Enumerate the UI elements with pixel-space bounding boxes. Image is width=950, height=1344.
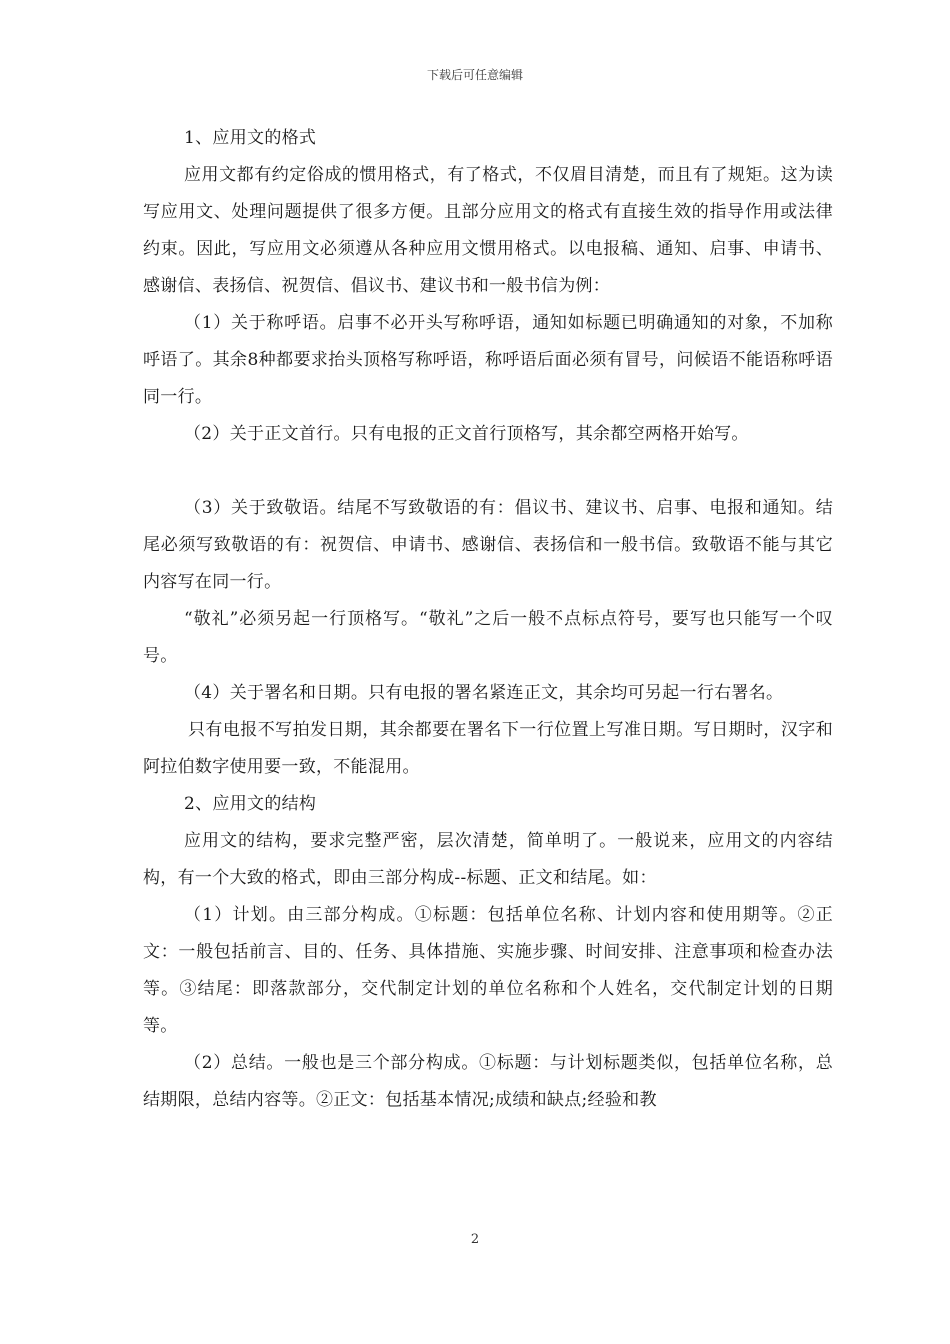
- page-number: 2: [470, 1232, 480, 1247]
- paragraph-plan: （1）计划。由三部分构成。①标题：包括单位名称、计划内容和使用期等。②正文：一般包括前言、目的、任务、具体措施、实施步骤、时间安排、注意事项和检查办法等。③结尾：即落款部分，交代制定计划的单位名称和个人姓名，交代制定计划的日期等。: [143, 905, 833, 1036]
- paragraph-closing-greeting: （3）关于致敬语。结尾不写致敬语的有：倡议书、建议书、启事、电报和通知。结尾必须写致敬语的有：祝贺信、申请书、感谢信、表扬信和一般书信。致敬语不能与其它内容写在同一行。: [143, 498, 833, 592]
- paragraph-structure-intro: 应用文的结构，要求完整严密，层次清楚，简单明了。一般说来，应用文的内容结构，有一个大致的格式，即由三部分构成--标题、正文和结尾。如：: [143, 831, 833, 888]
- paragraph-first-line: （2）关于正文首行。只有电报的正文首行顶格写，其余都空两格开始写。: [184, 424, 749, 444]
- paragraph-salutation: （1）关于称呼语。启事不必开头写称呼语，通知如标题已明确通知的对象，不加称呼语了。其余8种都要求抬头顶格写称呼语，称呼语后面必须有冒号，问候语不能语称呼语同一行。: [143, 313, 833, 407]
- section-heading-structure: 2、应用文的结构: [184, 794, 317, 814]
- paragraph-summary: （2）总结。一般也是三个部分构成。①标题：与计划标题类似，包括单位名称，总结期限，总结内容等。②正文：包括基本情况;成绩和缺点;经验和教: [143, 1053, 833, 1110]
- document-body: [143, 120, 833, 1119]
- paragraph-date: 只有电报不写拍发日期，其余都要在署名下一行位置上写准日期。写日期时，汉字和阿拉伯数字使用要一致，不能混用。: [143, 720, 833, 777]
- section-heading-format: 1、应用文的格式: [184, 128, 317, 148]
- page-header: 下载后可任意编辑: [426, 68, 523, 82]
- paragraph-format-intro: 应用文都有约定俗成的惯用格式，有了格式，不仅眉目清楚，而且有了规矩。这为读写应用文、处理问题提供了很多方便。且部分应用文的格式有直接生效的指导作用或法律约束。因此，写应用文必须遵从各种应用文惯用格式。以电报稿、通知、启事、申请书、感谢信、表扬信、祝贺信、倡议书、建议书和一般书信为例：: [143, 165, 833, 296]
- paragraph-jingli: “敬礼”必须另起一行顶格写。“敬礼”之后一般不点标点符号，要写也只能写一个叹号。: [143, 609, 833, 666]
- paragraph-signature: （4）关于署名和日期。只有电报的署名紧连正文，其余均可另起一行右署名。: [184, 683, 784, 703]
